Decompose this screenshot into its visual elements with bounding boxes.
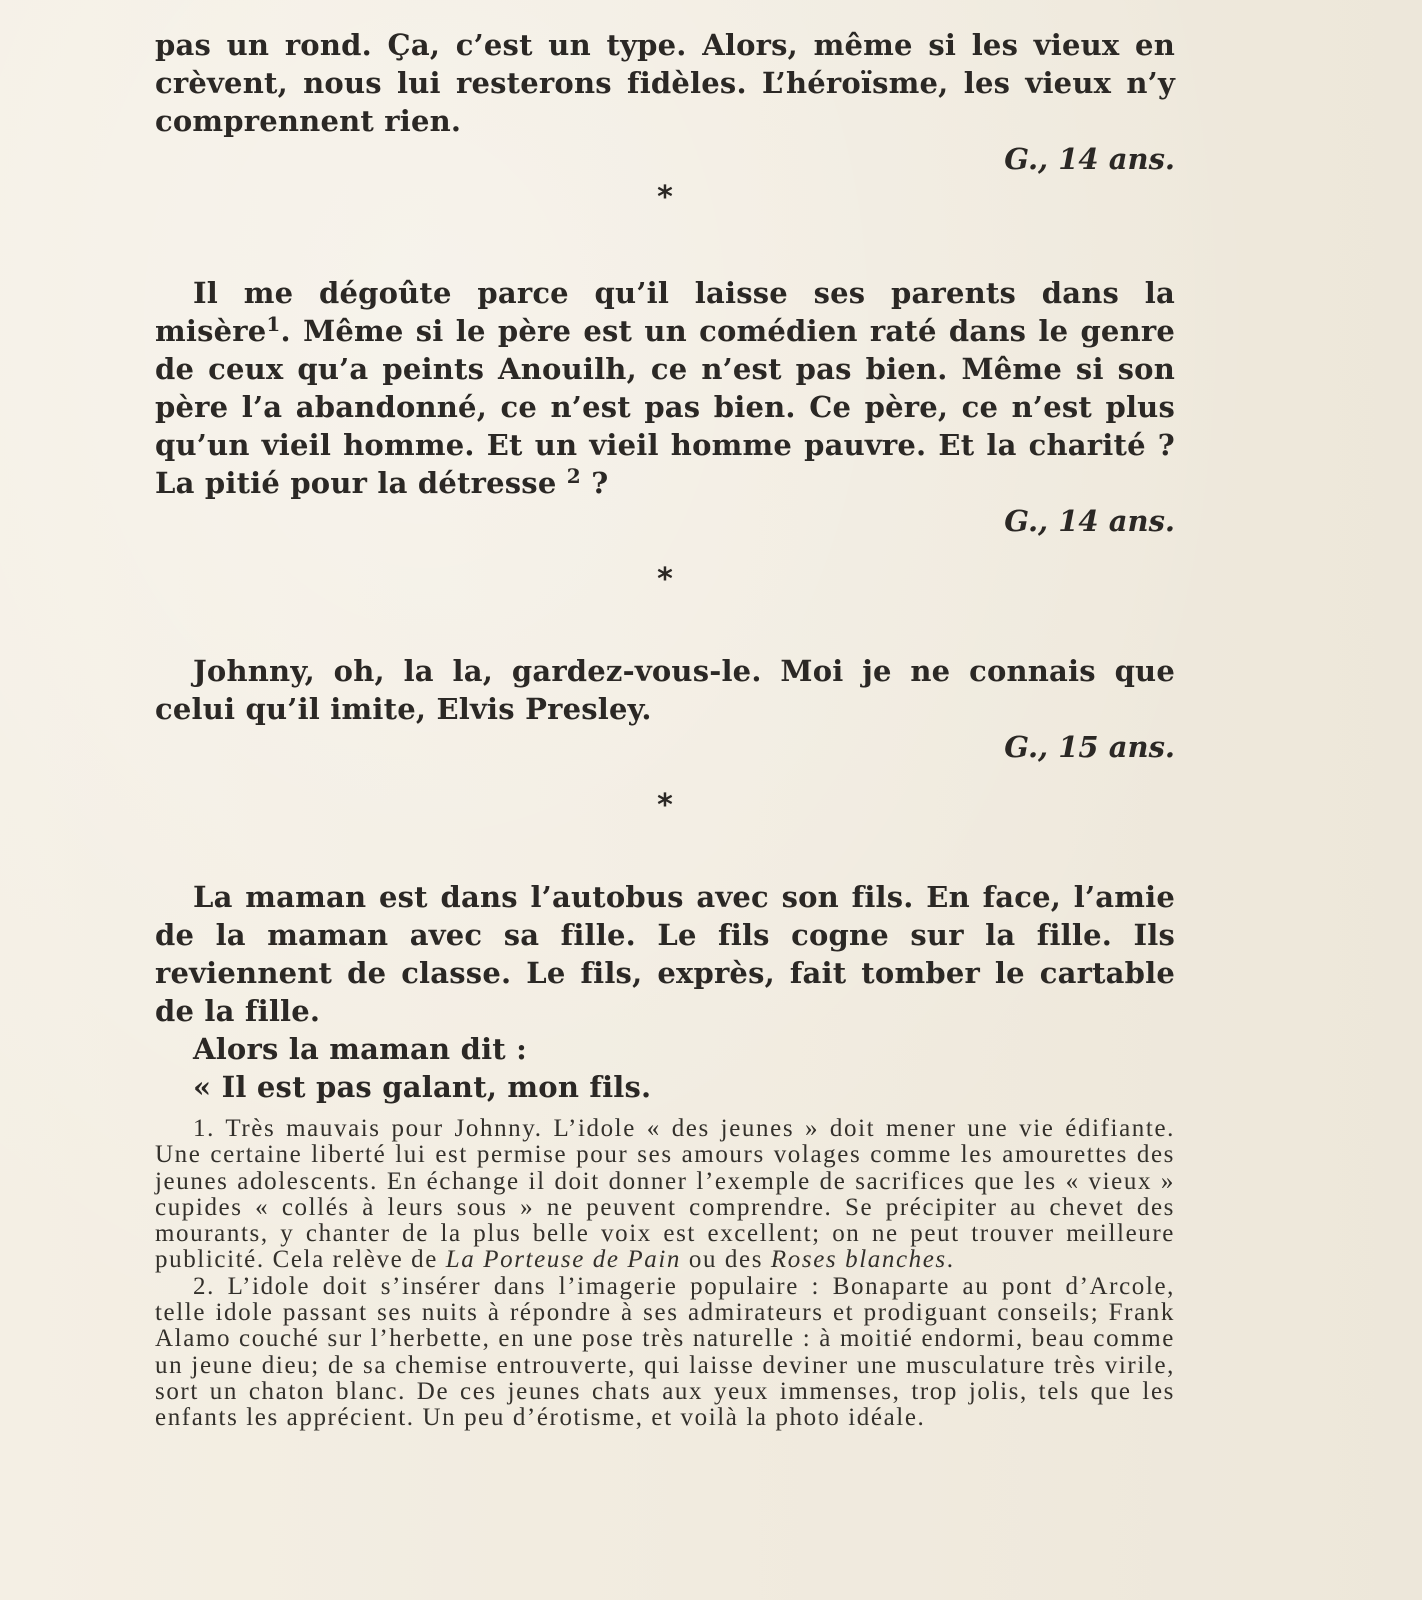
testimony-3 bbox=[155, 652, 1175, 766]
footnote-ref-2: 2 bbox=[566, 464, 581, 488]
testimony-3-signature: G., 15 ans. bbox=[1004, 730, 1175, 764]
testimony-2-text-a: Il me dégoûte parce qu’il laisse ses parents dans la misère bbox=[155, 276, 1175, 348]
testimony-1-text: pas un rond. Ça, c’est un type. Alors, même si les vieux en crèvent, nous lui resterons fidèles. L’héroïsme, les vieux n’y comprennent rien. bbox=[155, 28, 1175, 138]
footnote-1 bbox=[155, 1116, 1175, 1274]
testimony-2-text-c: ? bbox=[580, 466, 609, 500]
footnote-1-mid: ou des bbox=[681, 1246, 771, 1274]
testimony-2-text-b: . Même si le père est un comédien raté dans le genre de ceux qu’a peints Anouilh, ce n’est pas bien. Même si son père l’a abandonné, ce n’est pas bien. Ce père, ce n’est plus qu’un vieil homme. Et un vieil homme pauvre. Et la charité ? La pitié pour la détresse bbox=[155, 314, 1175, 500]
footnote-1-title-1: La Porteuse de Pain bbox=[445, 1246, 682, 1274]
testimony-2-signature: G., 14 ans. bbox=[1004, 504, 1175, 538]
testimony-4 bbox=[155, 878, 1175, 1106]
separator-asterisk: * bbox=[657, 562, 673, 597]
testimony-4-line3: « Il est pas galant, mon fils. bbox=[193, 1070, 652, 1104]
footnote-2: 2. L’idole doit s’insérer dans l’imagerie populaire : Bonaparte au pont d’Arcole, telle idole passant ses nuits à répondre à ses admirateurs et prodiguant conseils; Frank Alamo couché sur l’herbette, en une pose très naturelle : à moitié endormi, beau comme un jeune dieu; de sa chemise entrouverte, qui laisse deviner une musculature très virile, sort un chaton blanc. De ces jeunes chats aux yeux immenses, trop jolis, tels que les enfants les apprécient. Un peu d’érotisme, et voilà la photo idéale. bbox=[155, 1272, 1175, 1432]
testimony-3-text: Johnny, oh, la la, gardez-vous-le. Moi je ne connais que celui qu’il imite, Elvis Presley. bbox=[155, 654, 1175, 726]
testimony-2-text bbox=[155, 274, 1175, 502]
separator-asterisk: * bbox=[657, 788, 673, 823]
footnotes bbox=[155, 1116, 1175, 1432]
footnote-1-text: 1. Très mauvais pour Johnny. L’idole « des jeunes » doit mener une vie édifiante. Une certaine liberté lui est permise pour ses amours volages comme les amourettes des jeunes adolescents. En échange il doit donner l’exemple de sacrifices que les « vieux » cupides « collés à leurs sous » ne peuvent comprendre. Se précipiter au chevet des mourants, y chanter de la plus belle voix est excellent; on ne peut trouver meilleure publicité. Cela relève de bbox=[155, 1115, 1175, 1274]
footnote-1-end: . bbox=[946, 1246, 955, 1274]
testimony-2 bbox=[155, 274, 1175, 540]
separator-asterisk: * bbox=[657, 180, 673, 215]
footnote-ref-1: 1 bbox=[266, 312, 281, 336]
testimony-4-line2: Alors la maman dit : bbox=[193, 1032, 528, 1066]
footnote-1-title-2: Roses blanches bbox=[770, 1246, 947, 1274]
testimony-1 bbox=[155, 26, 1175, 178]
testimony-4-paragraph: La maman est dans l’autobus avec son fils. En face, l’amie de la maman avec sa fille. Le fils cogne sur la fille. Ils reviennent de classe. Le fils, exprès, fait tomber le cartable de la fille. bbox=[155, 880, 1175, 1028]
testimony-1-signature: G., 14 ans. bbox=[1004, 142, 1175, 176]
